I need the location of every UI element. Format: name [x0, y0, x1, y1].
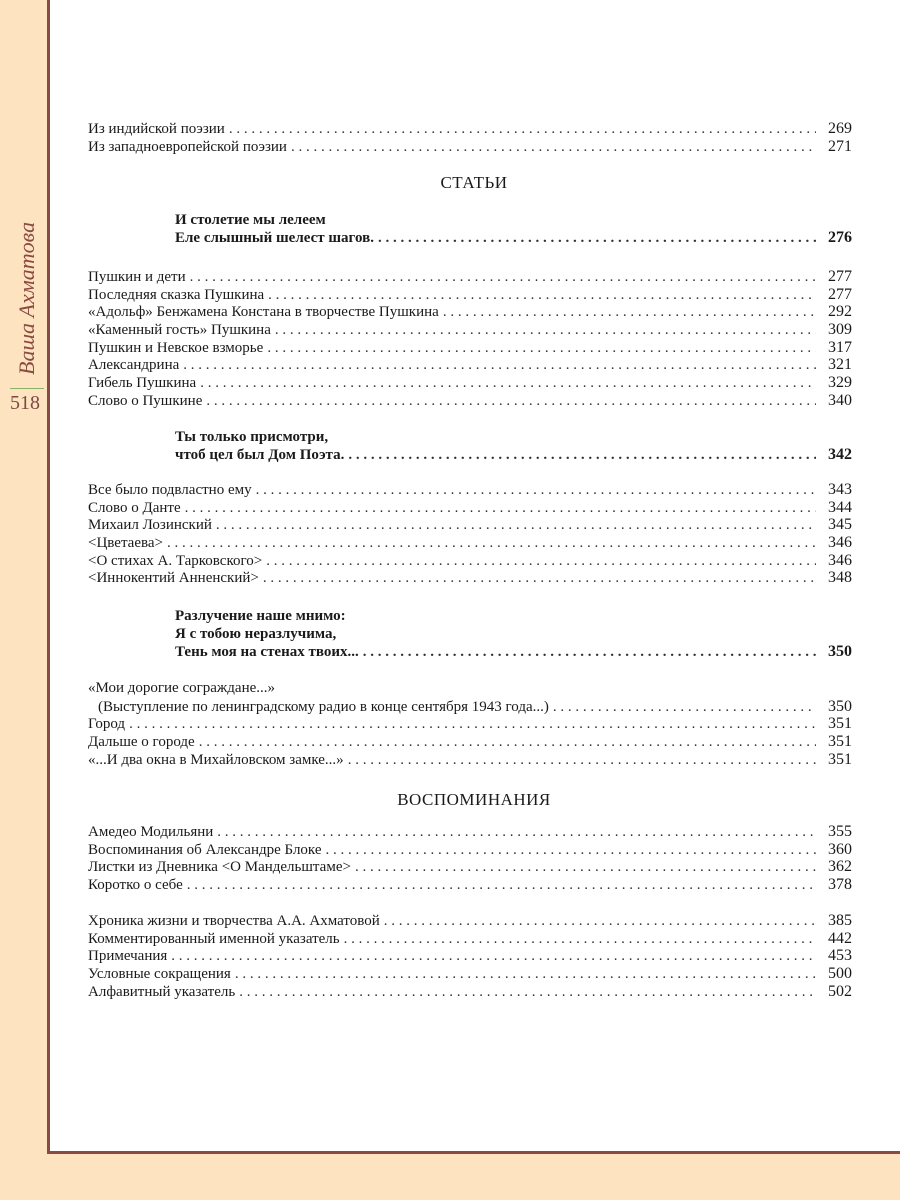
dot-leader — [199, 734, 816, 752]
dot-leader — [363, 644, 816, 662]
entry-title: «Адольф» Бенжамена Констана в творчестве Пушкина — [88, 304, 439, 321]
toc-entry[interactable] — [88, 947, 852, 965]
entry-page-number: 344 — [828, 498, 852, 516]
toc-entry[interactable] — [88, 516, 852, 534]
dot-leader — [187, 877, 816, 895]
entry-title: Коротко о себе — [88, 877, 183, 894]
entry-title: Гибель Пушкина — [88, 375, 197, 392]
dot-leader — [167, 535, 816, 553]
toc-entry[interactable] — [88, 876, 852, 894]
entry-title: <О стихах А. Тарковского> — [88, 552, 263, 569]
poem-epigraph — [175, 211, 852, 247]
dot-leader — [378, 230, 816, 248]
entry-title: Тень моя на стенах твоих... — [175, 644, 359, 660]
dot-leader — [185, 500, 816, 518]
entry-page-number: 309 — [828, 321, 852, 339]
toc-entry[interactable] — [88, 286, 852, 304]
entry-page-number: 321 — [828, 356, 852, 374]
dot-leader — [326, 842, 817, 860]
toc-entry[interactable] — [88, 120, 852, 138]
dot-leader — [171, 948, 816, 966]
toc-entry[interactable] — [88, 303, 852, 321]
entry-page-number: 500 — [828, 965, 852, 983]
toc-entry[interactable] — [88, 698, 852, 716]
toc-entry[interactable] — [88, 138, 852, 156]
entry-page-number: 362 — [828, 858, 852, 876]
entry-page-number: 276 — [828, 229, 852, 246]
entry-title: Комментированный именной указатель — [88, 930, 340, 947]
toc-entry[interactable] — [88, 841, 852, 859]
entry-page-number: 350 — [828, 697, 852, 715]
entry-title: «...И два окна в Михайловском замке...» — [88, 751, 344, 768]
entry-title: (Выступление по ленинградскому радио в конце сентября 1943 года...) — [98, 698, 549, 715]
toc-entry[interactable] — [175, 446, 852, 464]
divider — [10, 388, 44, 389]
dot-leader — [263, 570, 816, 588]
dot-leader — [443, 304, 816, 322]
toc-entry[interactable] — [88, 481, 852, 499]
entry-page-number: 351 — [828, 715, 852, 733]
entry-page-number: 340 — [828, 391, 852, 409]
section-heading-articles: СТАТЬИ — [440, 173, 508, 192]
dot-leader — [206, 393, 816, 411]
entry-title: Еле слышный шелест шагов. — [175, 230, 374, 246]
spine-header — [4, 190, 44, 414]
entry-title: Слово о Пушкине — [88, 392, 203, 409]
dot-leader — [239, 984, 816, 1002]
poem-line: Я с тобою неразлучима, — [175, 626, 337, 642]
entry-title: Воспоминания об Александре Блоке — [88, 841, 322, 858]
dot-leader — [200, 375, 816, 393]
toc-entry[interactable] — [88, 268, 852, 286]
toc-group — [88, 481, 852, 587]
entry-title: Пушкин и дети — [88, 269, 186, 285]
dot-leader — [553, 699, 816, 717]
dot-leader — [129, 716, 816, 734]
toc-entry[interactable] — [88, 733, 852, 751]
toc-entry[interactable] — [175, 643, 852, 661]
entry-title: Михаил Лозинский — [88, 517, 212, 534]
entry-page-number: 271 — [828, 137, 852, 155]
dot-leader — [235, 966, 816, 984]
entry-page-number: 317 — [828, 338, 852, 356]
entry-title: Александрина — [88, 357, 180, 374]
toc-group — [88, 912, 852, 1000]
entry-page-number: 269 — [828, 120, 852, 137]
entry-page-number: 277 — [828, 285, 852, 303]
toc-entry[interactable] — [88, 858, 852, 876]
poem-epigraph — [175, 607, 852, 661]
entry-page-number: 378 — [828, 876, 852, 894]
entry-title: Город — [88, 716, 126, 733]
dot-leader — [384, 913, 816, 931]
dot-leader — [291, 139, 816, 157]
entry-title: Алфавитный указатель — [88, 983, 236, 1000]
dot-leader — [348, 752, 816, 770]
entry-page-number: 343 — [828, 481, 852, 498]
entry-page-number: 351 — [828, 750, 852, 768]
entry-title: чтоб цел был Дом Поэта. — [175, 447, 345, 463]
dot-leader — [268, 287, 816, 305]
entry-title: Пушкин и Невское взморье — [88, 339, 264, 356]
toc-entry[interactable] — [88, 751, 852, 769]
toc-group — [88, 823, 852, 894]
entry-title: Последняя сказка Пушкина — [88, 286, 265, 303]
entry-page-number: 342 — [828, 446, 852, 463]
entry-page-number: 502 — [828, 982, 852, 1000]
entry-title: Условные сокращения — [88, 966, 231, 983]
dot-leader — [229, 121, 816, 139]
poem-epigraph — [175, 428, 852, 464]
entry-page-number: 346 — [828, 534, 852, 552]
dot-leader — [266, 553, 816, 571]
toc-entry[interactable] — [88, 569, 852, 587]
entry-title: Слово о Данте — [88, 499, 181, 516]
entry-page-number: 329 — [828, 374, 852, 392]
entry-page-number: 355 — [828, 823, 852, 840]
toc-entry[interactable] — [88, 823, 852, 841]
entry-page-number: 348 — [828, 569, 852, 587]
toc-entry[interactable] — [88, 715, 852, 733]
toc-group — [88, 680, 852, 768]
entry-page-number: 345 — [828, 516, 852, 534]
toc-entry[interactable] — [88, 356, 852, 374]
entry-page-number: 385 — [828, 912, 852, 929]
entry-title: <Иннокентий Анненский> — [88, 570, 259, 587]
toc-entry[interactable] — [88, 374, 852, 392]
dot-leader — [183, 357, 816, 375]
entry-title: Дальше о городе — [88, 734, 195, 751]
entry-title: <Цветаева> — [88, 535, 163, 552]
dot-leader — [344, 931, 816, 949]
toc-group — [88, 268, 852, 410]
entry-title: Из индийской поэзии — [88, 121, 225, 137]
entry-title: Из западноевропейской поэзии — [88, 138, 287, 155]
entry-title: Листки из Дневника <О Мандельштаме> — [88, 859, 351, 876]
dot-leader — [355, 859, 816, 877]
entry-page-number: 351 — [828, 733, 852, 751]
toc-entry[interactable] — [88, 392, 852, 410]
dot-leader — [275, 322, 816, 340]
toc-entry[interactable] — [88, 321, 852, 339]
running-title: Вашa Ахматова — [14, 221, 39, 375]
entry-title: Примечания — [88, 948, 168, 965]
toc-entry[interactable] — [175, 229, 852, 247]
dot-leader — [256, 482, 816, 500]
dot-leader — [190, 269, 816, 287]
poem-line: Ты только присмотри, — [175, 429, 329, 445]
entry-page-number: 277 — [828, 268, 852, 285]
entry-title: Все было подвластно ему — [88, 482, 252, 498]
dot-leader — [267, 340, 816, 358]
entry-page-number: 442 — [828, 929, 852, 947]
page-number: 518 — [10, 392, 40, 414]
entry-page-number: 350 — [828, 643, 852, 660]
entry-title: «Мои дорогие сограждане...» — [88, 680, 276, 696]
toc-entry[interactable] — [88, 499, 852, 517]
section-heading-memoirs: ВОСПОМИНАНИЯ — [397, 790, 551, 809]
dot-leader — [216, 517, 816, 535]
dot-leader — [217, 824, 816, 842]
toc-entry[interactable] — [88, 912, 852, 930]
entry-title: Амедео Модильяни — [88, 824, 214, 840]
entry-page-number: 346 — [828, 551, 852, 569]
toc-entry[interactable] — [88, 534, 852, 552]
toc-group — [88, 120, 852, 155]
toc-entry[interactable] — [88, 930, 852, 948]
poem-line: И столетие мы лелеем — [175, 212, 326, 228]
entry-page-number: 360 — [828, 840, 852, 858]
poem-line: Разлучение наше мнимо: — [175, 608, 346, 624]
entry-title: «Каменный гость» Пушкина — [88, 322, 271, 339]
entry-page-number: 292 — [828, 303, 852, 321]
entry-page-number: 453 — [828, 947, 852, 965]
toc-entry[interactable] — [88, 965, 852, 983]
toc-entry[interactable] — [88, 983, 852, 1001]
dot-leader — [348, 447, 816, 465]
toc-entry-heading — [88, 680, 852, 698]
entry-title: Хроника жизни и творчества А.А. Ахматовой — [88, 913, 380, 929]
toc-entry[interactable] — [88, 339, 852, 357]
toc-entry[interactable] — [88, 552, 852, 570]
